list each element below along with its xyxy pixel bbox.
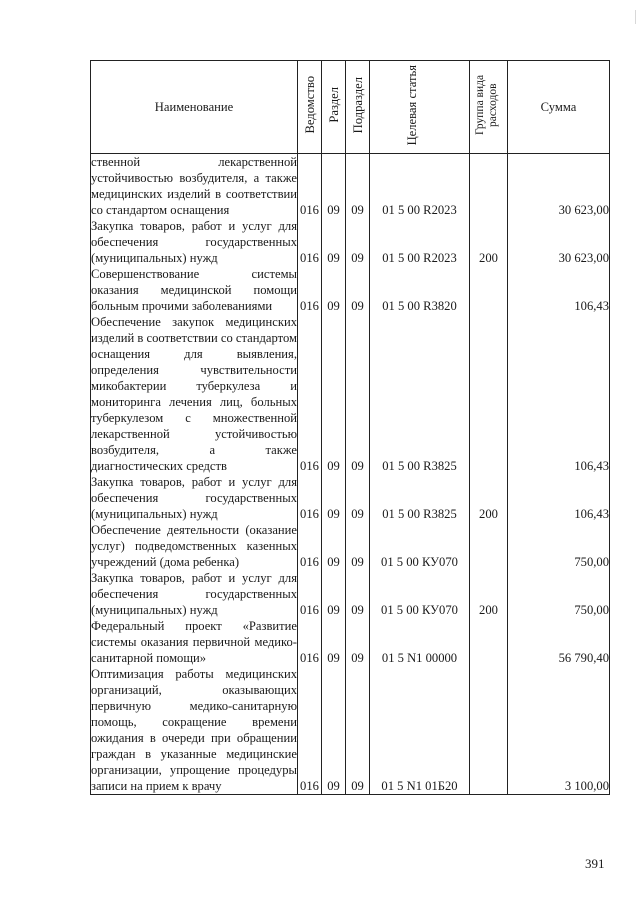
table-row xyxy=(91,314,610,474)
row-name: Закупка товаров, работ и услуг для обеспечения государственных (муниципальных) нужд xyxy=(91,475,297,521)
row-subsection: 09 xyxy=(346,266,370,314)
row-name: Закупка товаров, работ и услуг для обеспечения государственных (муниципальных) нужд xyxy=(91,219,297,265)
row-dept: 016 xyxy=(298,666,322,795)
row-section: 09 xyxy=(322,314,346,474)
row-group xyxy=(470,522,508,570)
row-group: 200 xyxy=(470,474,508,522)
row-sum: 30 623,00 xyxy=(508,154,610,219)
row-target: 01 5 N1 00000 xyxy=(370,618,470,666)
row-sum: 30 623,00 xyxy=(508,218,610,266)
row-target: 01 5 00 R3825 xyxy=(370,314,470,474)
row-name: ственной лекарственной устойчивостью возбудителя, а также медицинских изделий в соответствии со стандартом оснащения xyxy=(91,155,297,217)
table-row xyxy=(91,474,610,522)
row-dept: 016 xyxy=(298,522,322,570)
row-section: 09 xyxy=(322,618,346,666)
row-section: 09 xyxy=(322,570,346,618)
row-name: Федеральный проект «Развитие системы оказания первичной медико-санитарной помощи» xyxy=(91,619,297,665)
row-target: 01 5 00 R2023 xyxy=(370,154,470,219)
row-subsection: 09 xyxy=(346,474,370,522)
row-group: 200 xyxy=(470,218,508,266)
row-name: Совершенствование системы оказания медицинской помощи больным прочими заболеваниями xyxy=(91,267,297,313)
row-sum: 56 790,40 xyxy=(508,618,610,666)
row-group: 200 xyxy=(470,570,508,618)
table-row xyxy=(91,522,610,570)
row-sum: 750,00 xyxy=(508,570,610,618)
row-sum: 106,43 xyxy=(508,266,610,314)
header-section: Раздел xyxy=(322,61,346,154)
header-sum: Сумма xyxy=(508,61,610,154)
table-row xyxy=(91,266,610,314)
header-subsection: Подраздел xyxy=(346,61,370,154)
row-name: Обеспечение деятельности (оказание услуг) подведомственных казенных учреждений (дома ребенка) xyxy=(91,523,297,569)
row-target: 01 5 00 R3820 xyxy=(370,266,470,314)
row-target: 01 5 N1 01Б20 xyxy=(370,666,470,795)
row-name: Оптимизация работы медицинских организаций, оказывающих первичную медико-санитарную помощь, сокращение времени ожидания в очереди при обращении граждан в указанные медицинские организации, упрощение процедуры записи на прием к врачу xyxy=(91,667,297,793)
table-row xyxy=(91,218,610,266)
row-dept: 016 xyxy=(298,218,322,266)
row-subsection: 09 xyxy=(346,154,370,219)
row-group xyxy=(470,618,508,666)
row-section: 09 xyxy=(322,154,346,219)
header-target: Целевая статья xyxy=(370,61,470,154)
row-subsection: 09 xyxy=(346,666,370,795)
row-subsection: 09 xyxy=(346,314,370,474)
row-group xyxy=(470,154,508,219)
row-sum: 750,00 xyxy=(508,522,610,570)
table-row xyxy=(91,618,610,666)
row-target: 01 5 00 R3825 xyxy=(370,474,470,522)
row-target: 01 5 00 КУ070 xyxy=(370,522,470,570)
row-section: 09 xyxy=(322,266,346,314)
row-dept: 016 xyxy=(298,266,322,314)
budget-table xyxy=(90,60,610,795)
row-subsection: 09 xyxy=(346,522,370,570)
row-dept: 016 xyxy=(298,570,322,618)
row-sum: 3 100,00 xyxy=(508,666,610,795)
header-group: Группа вида расходов xyxy=(470,61,508,154)
row-group xyxy=(470,666,508,795)
header-dept: Ведомство xyxy=(298,61,322,154)
row-dept: 016 xyxy=(298,314,322,474)
row-subsection: 09 xyxy=(346,570,370,618)
row-dept: 016 xyxy=(298,618,322,666)
table-row xyxy=(91,154,610,219)
row-sum: 106,43 xyxy=(508,474,610,522)
row-sum: 106,43 xyxy=(508,314,610,474)
row-subsection: 09 xyxy=(346,218,370,266)
row-section: 09 xyxy=(322,218,346,266)
scan-mark xyxy=(635,10,636,24)
row-name: Обеспечение закупок медицинских изделий в соответствии со стандартом оснащения для выявления, определения чувствительности микобактерии туберкулеза и мониторинга лечения лиц, больных туберкулезом с множественной лекарственной устойчивостью возбудителя, а также диагностических средств xyxy=(91,315,297,473)
row-subsection: 09 xyxy=(346,618,370,666)
row-group xyxy=(470,314,508,474)
row-dept: 016 xyxy=(298,154,322,219)
row-section: 09 xyxy=(322,474,346,522)
header-name: Наименование xyxy=(91,61,298,154)
table-row xyxy=(91,570,610,618)
row-section: 09 xyxy=(322,522,346,570)
row-target: 01 5 00 КУ070 xyxy=(370,570,470,618)
row-group xyxy=(470,266,508,314)
row-dept: 016 xyxy=(298,474,322,522)
row-section: 09 xyxy=(322,666,346,795)
page-number: 391 xyxy=(585,856,605,871)
row-target: 01 5 00 R2023 xyxy=(370,218,470,266)
table-header-row xyxy=(91,61,610,154)
row-name: Закупка товаров, работ и услуг для обеспечения государственных (муниципальных) нужд xyxy=(91,571,297,617)
table-row xyxy=(91,666,610,795)
